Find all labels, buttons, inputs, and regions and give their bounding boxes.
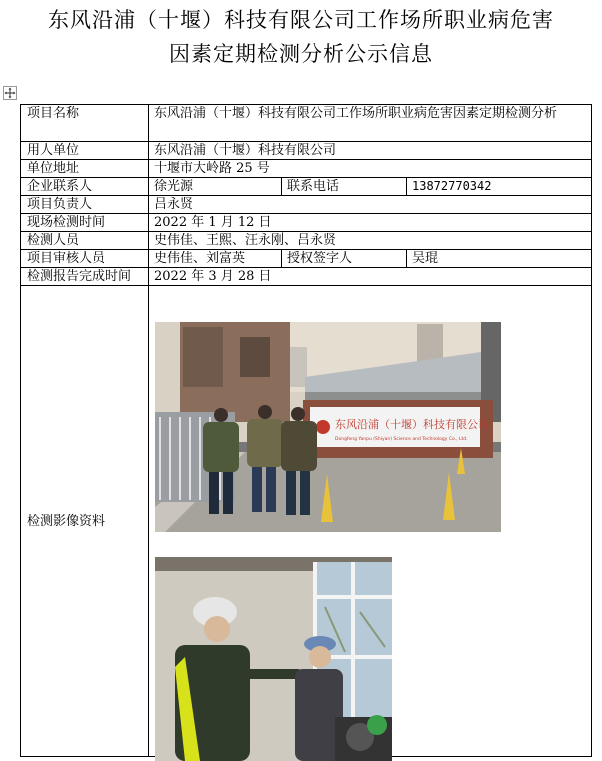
- value-inspectors: 史伟佳、王熙、汪永刚、吕永贤: [149, 232, 592, 250]
- table-row: [21, 196, 592, 214]
- value-project-name: 东风沿浦（十堰）科技有限公司工作场所职业病危害因素定期检测分析: [149, 105, 592, 142]
- sign-text-cn: 东风沿浦（十堰）科技有限公司: [335, 418, 489, 431]
- table-row: [21, 178, 592, 196]
- label-contact: 企业联系人: [21, 178, 149, 196]
- table-move-handle-icon[interactable]: [3, 86, 17, 100]
- value-reviewers: 史伟佳、刘富英: [149, 250, 282, 268]
- label-inspectors: 检测人员: [21, 232, 149, 250]
- gate-scene-image: [155, 322, 501, 532]
- page-title-line-2: 因素定期检测分析公示信息: [169, 42, 433, 66]
- sign-text-en: Dongfeng Yanpu (Shiyan) Science and Technology Co., Ltd.: [335, 437, 468, 442]
- table-row: [21, 214, 592, 232]
- value-phone: 13872770342: [407, 178, 592, 196]
- table-row: [21, 232, 592, 250]
- site-photo-workshop: [155, 557, 392, 761]
- value-leader: 吕永贤: [149, 196, 592, 214]
- table-row: [21, 268, 592, 286]
- value-survey-time: 2022 年 1 月 12 日: [149, 214, 592, 232]
- label-leader: 项目负责人: [21, 196, 149, 214]
- table-row: [21, 105, 592, 142]
- label-address: 单位地址: [21, 160, 149, 178]
- label-project-name: 项目名称: [21, 105, 149, 142]
- table-row: [21, 142, 592, 160]
- value-signer: 吴琨: [407, 250, 592, 268]
- value-contact: 徐光源: [149, 178, 282, 196]
- label-report-date: 检测报告完成时间: [21, 268, 149, 286]
- label-media: 检测影像资料: [21, 286, 149, 757]
- value-address: 十堰市大岭路 25 号: [149, 160, 592, 178]
- label-employer: 用人单位: [21, 142, 149, 160]
- label-signer: 授权签字人: [282, 250, 407, 268]
- label-survey-time: 现场检测时间: [21, 214, 149, 232]
- page-title-line-1: 东风沿浦（十堰）科技有限公司工作场所职业病危害: [48, 8, 554, 32]
- value-report-date: 2022 年 3 月 28 日: [149, 268, 592, 286]
- label-phone: 联系电话: [282, 178, 407, 196]
- workshop-scene-image: [155, 557, 392, 761]
- table-row: [21, 250, 592, 268]
- site-photo-gate: [155, 322, 501, 532]
- table-row: [21, 160, 592, 178]
- value-employer: 东风沿浦（十堰）科技有限公司: [149, 142, 592, 160]
- label-reviewers: 项目审核人员: [21, 250, 149, 268]
